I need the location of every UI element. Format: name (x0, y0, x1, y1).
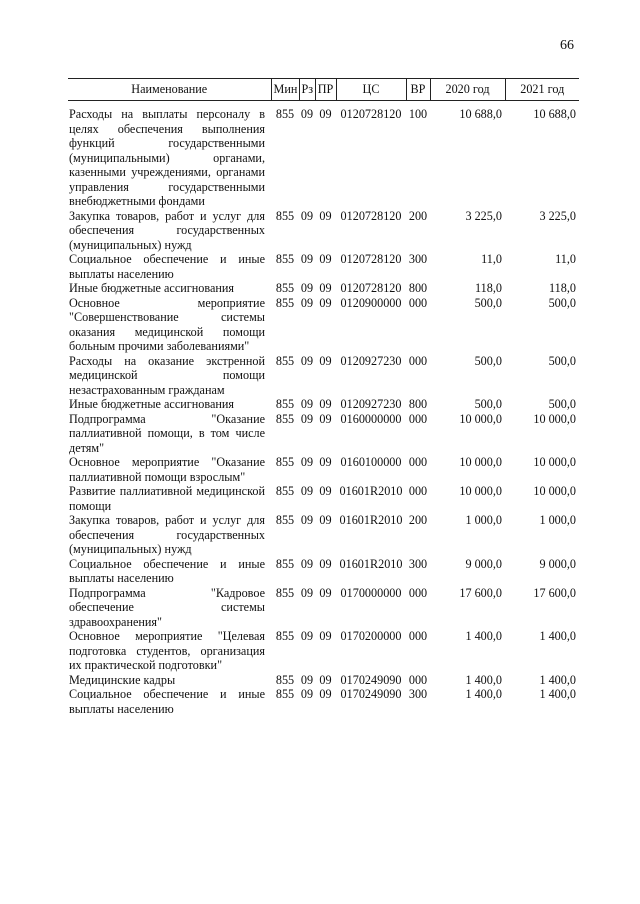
row-2020: 500,0 (474, 353, 502, 368)
row-pr: 09 (319, 484, 332, 498)
row-vr: 000 (408, 484, 428, 498)
table-row (68, 397, 579, 412)
row-cs: 0120728120 (340, 208, 402, 223)
table-row (68, 101, 579, 209)
row-2021: 3 225,0 (539, 208, 576, 223)
row-min: 855 (275, 455, 295, 469)
table-row (68, 354, 579, 398)
header-2021: 2021 год (505, 79, 579, 101)
table-row (68, 455, 579, 484)
row-pr: 09 (319, 107, 332, 121)
row-2021: 10 000,0 (533, 411, 576, 426)
row-vr: 200 (408, 208, 428, 223)
row-2020: 118,0 (475, 281, 502, 295)
row-min: 855 (275, 484, 295, 498)
row-vr: 300 (408, 556, 428, 571)
table-row (68, 629, 579, 673)
header-vr: ВР (406, 79, 430, 101)
row-pr: 09 (319, 252, 332, 266)
page-number: 66 (560, 38, 574, 53)
row-rz: 09 (300, 556, 314, 571)
row-2020: 10 000,0 (459, 484, 502, 498)
row-pr: 09 (319, 353, 332, 368)
row-2021: 10 688,0 (533, 107, 576, 121)
row-min: 855 (275, 672, 295, 687)
table-row (68, 513, 579, 557)
row-cs: 0120728120 (340, 281, 402, 295)
row-min: 855 (275, 687, 295, 701)
row-cs: 0120927230 (340, 353, 402, 368)
row-pr: 09 (319, 397, 332, 411)
row-name: Основное мероприятие "Оказание паллиативной помощи взрослым" (69, 455, 265, 484)
header-name: Наименование (68, 79, 271, 101)
row-rz: 09 (300, 455, 314, 469)
row-min: 855 (275, 353, 295, 368)
row-2021: 10 000,0 (533, 455, 576, 469)
row-2021: 118,0 (549, 281, 576, 295)
row-name: Расходы на выплаты персоналу в целях обеспечения выполнения функций государственными (муниципальными) органами, казенными учреждениями, органами управления государственными внебюджетными фондами (69, 107, 265, 208)
row-rz: 09 (300, 281, 314, 295)
row-2021: 500,0 (548, 353, 576, 368)
row-min: 855 (275, 513, 295, 527)
row-vr: 000 (408, 411, 428, 426)
header-2020: 2020 год (430, 79, 505, 101)
row-rz: 09 (300, 252, 314, 266)
row-2020: 1 400,0 (465, 687, 502, 701)
row-name: Социальное обеспечение и иные выплаты населению (69, 556, 265, 585)
table-header-row (68, 79, 579, 101)
row-name: Подпрограмма "Оказание паллиативной помощи, в том числе детям" (69, 411, 265, 455)
row-pr: 09 (319, 411, 332, 426)
row-vr: 300 (408, 252, 428, 266)
row-2020: 1 400,0 (465, 672, 502, 687)
row-name: Подпрограмма "Кадровое обеспечение системы здравоохранения" (69, 585, 265, 629)
row-vr: 000 (408, 353, 428, 368)
row-min: 855 (275, 107, 295, 121)
header-pr: ПР (315, 79, 336, 101)
table-row (68, 586, 579, 630)
row-name: Закупка товаров, работ и услуг для обеспечения государственных (муниципальных) нужд (69, 208, 265, 252)
table-row (68, 557, 579, 586)
row-cs: 0160100000 (340, 455, 402, 469)
row-min: 855 (275, 397, 295, 411)
table-row (68, 252, 579, 281)
row-2021: 1 400,0 (539, 687, 576, 701)
row-2021: 11,0 (555, 252, 576, 266)
row-rz: 09 (300, 585, 314, 600)
table-row (68, 687, 579, 716)
row-name: Основное мероприятие "Совершенствование системы оказания медицинской помощи больным прочими заболеваниями" (69, 295, 265, 353)
row-vr: 300 (408, 687, 428, 701)
row-vr: 000 (408, 629, 428, 643)
row-cs: 0170000000 (340, 585, 402, 600)
row-name: Развитие паллиативной медицинской помощи (69, 484, 265, 513)
row-vr: 100 (408, 107, 428, 121)
row-2021: 9 000,0 (539, 556, 576, 571)
row-cs: 01601R2010 (339, 513, 403, 527)
row-cs: 0170249090 (340, 687, 402, 701)
row-name: Закупка товаров, работ и услуг для обеспечения государственных (муниципальных) нужд (69, 513, 265, 556)
row-2021: 17 600,0 (533, 585, 576, 600)
budget-table (68, 78, 579, 716)
row-rz: 09 (300, 397, 314, 411)
row-cs: 0170200000 (340, 629, 402, 643)
row-2020: 3 225,0 (465, 208, 502, 223)
row-2020: 500,0 (474, 295, 502, 310)
row-vr: 000 (408, 672, 428, 687)
row-2020: 10 000,0 (459, 455, 502, 469)
row-pr: 09 (319, 585, 332, 600)
row-cs: 0120728120 (340, 107, 402, 121)
row-2021: 1 400,0 (539, 672, 576, 687)
row-vr: 800 (408, 281, 428, 295)
table-row (68, 484, 579, 513)
row-rz: 09 (300, 208, 314, 223)
row-2020: 17 600,0 (459, 585, 502, 600)
row-rz: 09 (300, 484, 314, 498)
row-min: 855 (275, 556, 295, 571)
row-pr: 09 (319, 295, 332, 310)
row-min: 855 (275, 411, 295, 426)
row-name: Социальное обеспечение и иные выплаты населению (69, 252, 265, 281)
row-pr: 09 (319, 629, 332, 643)
row-name: Иные бюджетные ассигнования (69, 281, 235, 295)
row-pr: 09 (319, 513, 332, 527)
header-rz: Рз (299, 79, 315, 101)
row-cs: 0120728120 (340, 252, 402, 266)
row-vr: 000 (408, 295, 428, 310)
row-2020: 10 000,0 (459, 411, 502, 426)
row-rz: 09 (300, 411, 314, 426)
row-min: 855 (275, 629, 295, 643)
row-pr: 09 (319, 556, 332, 571)
row-name: Социальное обеспечение и иные выплаты населению (69, 687, 265, 716)
row-name: Основное мероприятие "Целевая подготовка студентов, организация их практической подготовки" (69, 629, 265, 672)
row-2021: 1 000,0 (539, 513, 576, 527)
row-cs: 0120927230 (340, 397, 402, 411)
table-row (68, 412, 579, 456)
row-2020: 10 688,0 (459, 107, 502, 121)
row-2020: 9 000,0 (465, 556, 502, 571)
row-2020: 11,0 (481, 252, 502, 266)
row-cs: 0120900000 (340, 295, 402, 310)
row-cs: 01601R2010 (339, 484, 403, 498)
row-name: Медицинские кадры (69, 672, 176, 687)
row-rz: 09 (300, 687, 314, 701)
row-2020: 1 400,0 (465, 629, 502, 643)
row-vr: 000 (408, 455, 428, 469)
row-cs: 0160000000 (340, 411, 402, 426)
table-row (68, 281, 579, 296)
row-2021: 500,0 (548, 397, 576, 411)
row-2020: 1 000,0 (465, 513, 502, 527)
row-rz: 09 (300, 629, 314, 643)
row-2020: 500,0 (474, 397, 502, 411)
table-row (68, 673, 579, 688)
row-min: 855 (275, 252, 295, 266)
row-name: Иные бюджетные ассигнования (69, 397, 235, 411)
header-min: Мин (271, 79, 299, 101)
row-min: 855 (275, 295, 295, 310)
row-pr: 09 (319, 687, 332, 701)
row-rz: 09 (300, 513, 314, 527)
table-row (68, 209, 579, 253)
row-2021: 500,0 (548, 295, 576, 310)
row-rz: 09 (300, 295, 314, 310)
row-pr: 09 (319, 208, 332, 223)
row-cs: 01601R2010 (339, 556, 403, 571)
row-2021: 10 000,0 (533, 484, 576, 498)
row-min: 855 (275, 281, 295, 295)
row-pr: 09 (319, 672, 332, 687)
row-min: 855 (275, 585, 295, 600)
row-min: 855 (275, 208, 295, 223)
row-name: Расходы на оказание экстренной медицинской помощи незастрахованным гражданам (69, 353, 265, 397)
row-pr: 09 (319, 455, 332, 469)
row-rz: 09 (300, 107, 314, 121)
row-vr: 200 (408, 513, 428, 527)
row-rz: 09 (300, 353, 314, 368)
row-rz: 09 (300, 672, 314, 687)
table-row (68, 296, 579, 354)
row-pr: 09 (319, 281, 332, 295)
row-cs: 0170249090 (340, 672, 402, 687)
row-vr: 800 (408, 397, 428, 411)
row-vr: 000 (408, 585, 428, 600)
header-cs: ЦС (336, 79, 406, 101)
row-2021: 1 400,0 (539, 629, 576, 643)
